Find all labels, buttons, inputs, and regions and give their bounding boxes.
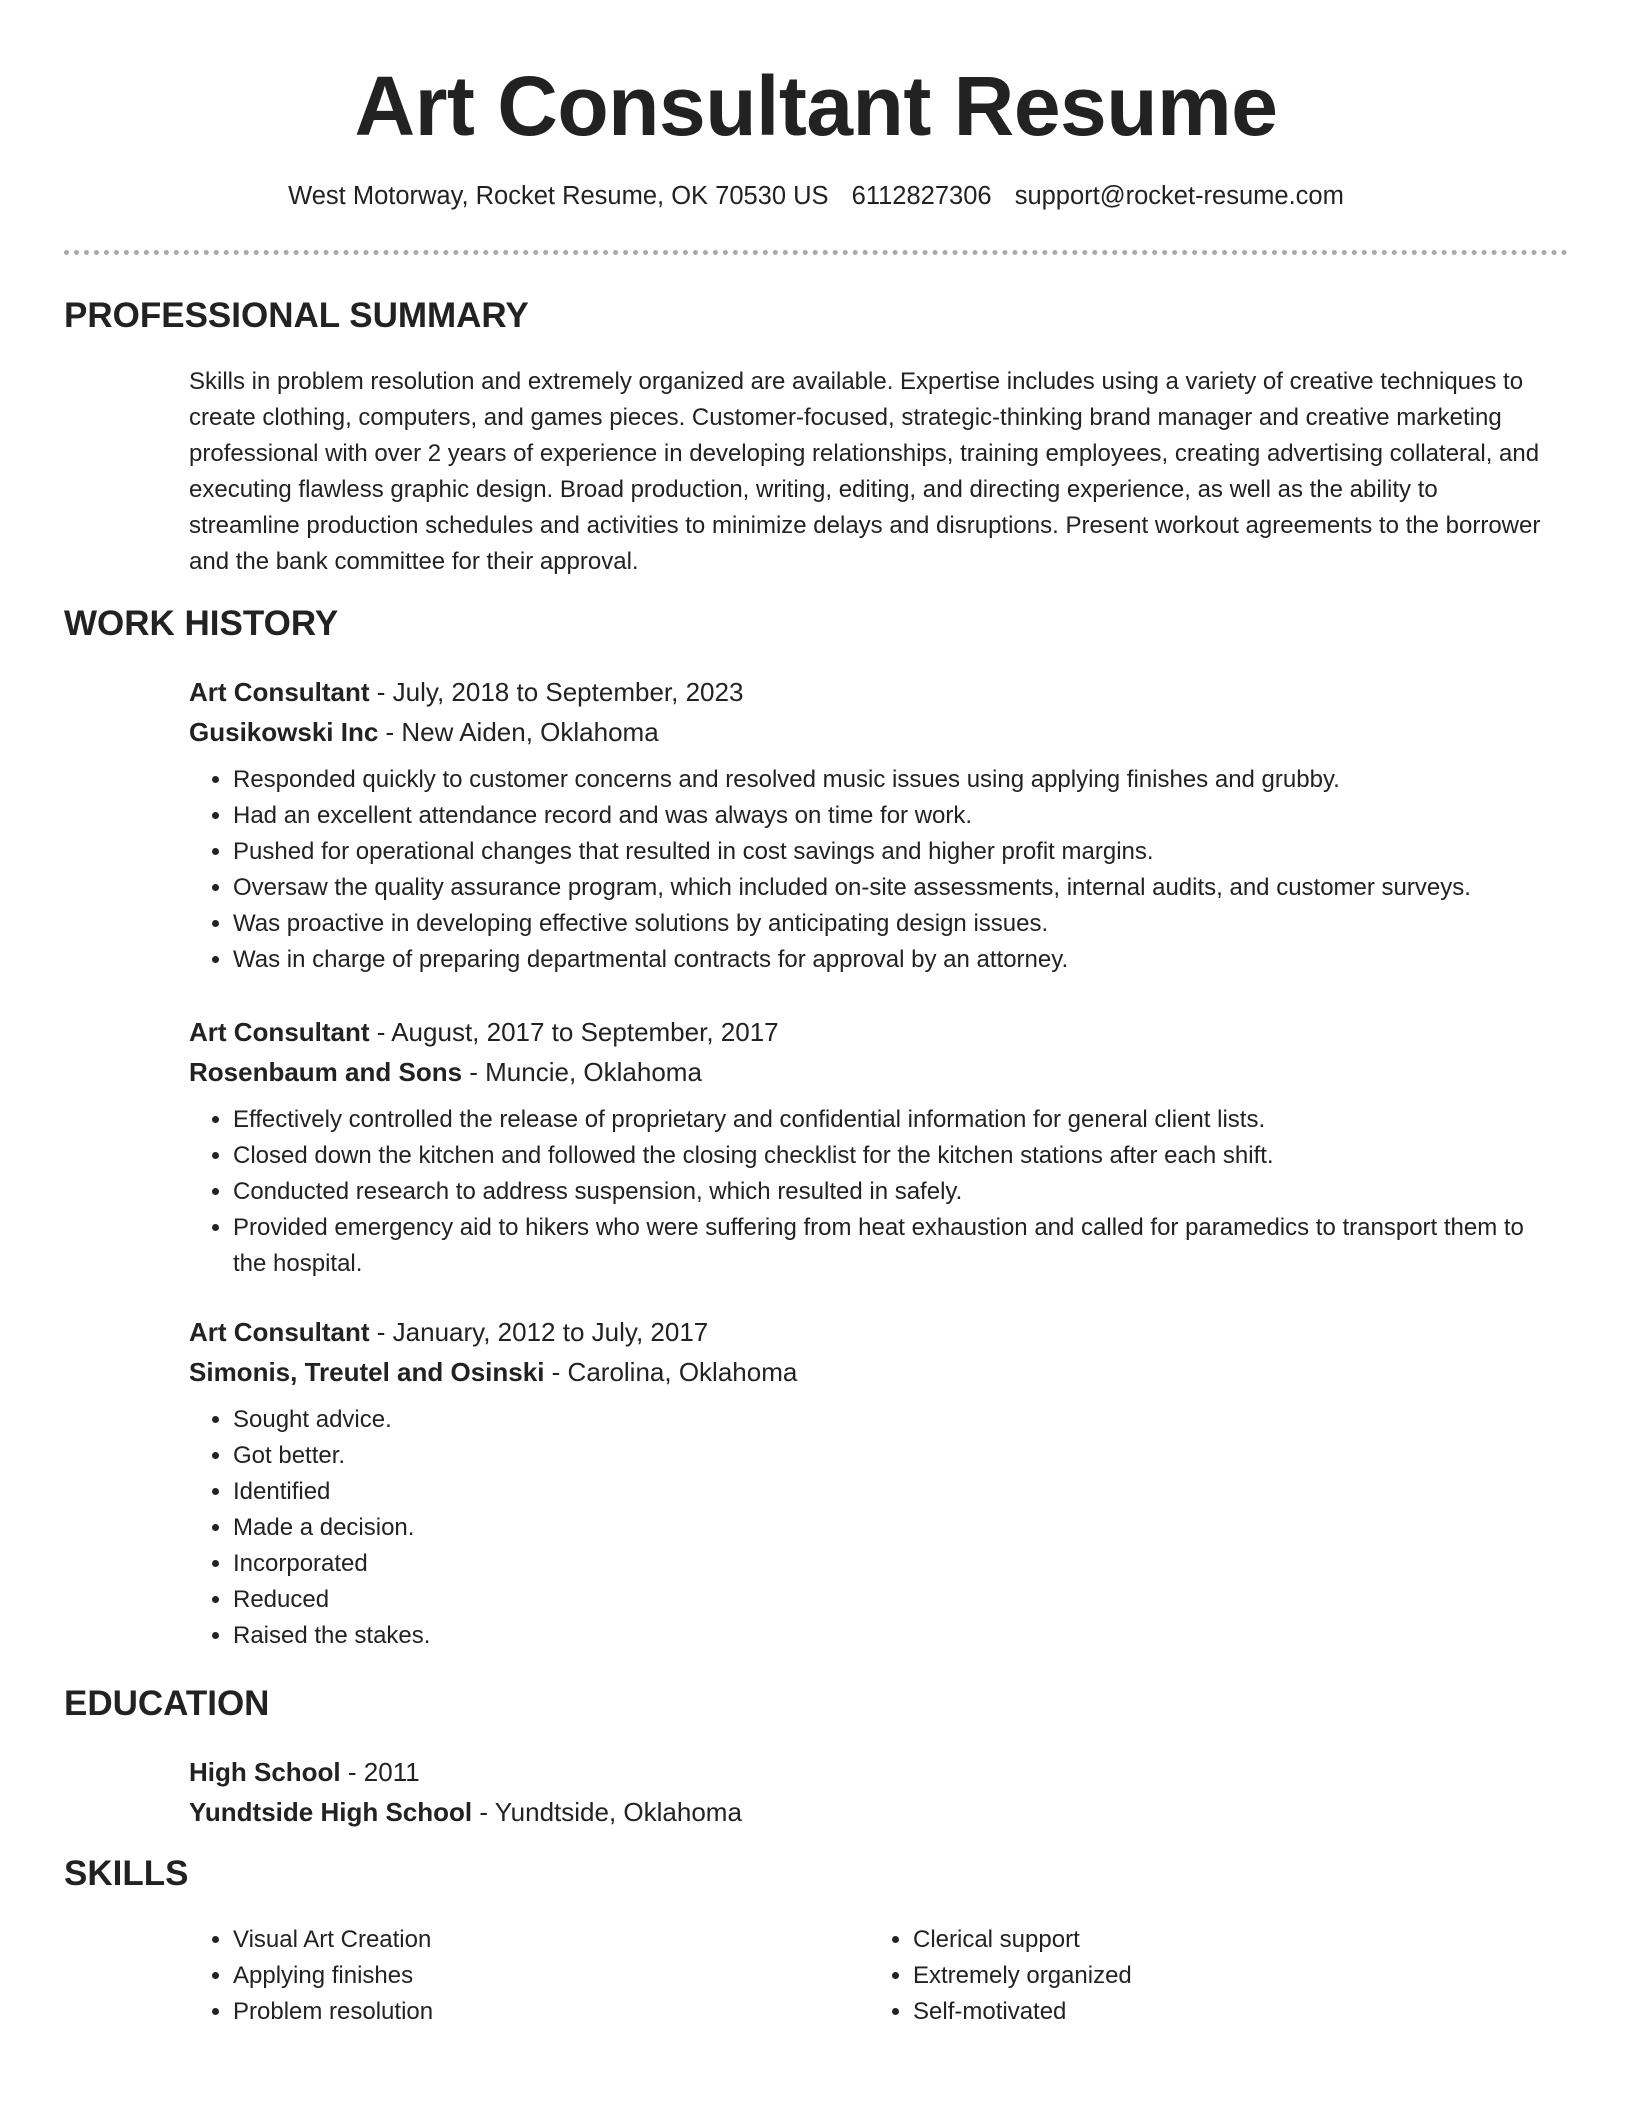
work-history-heading: WORK HISTORY	[64, 604, 339, 643]
header-divider	[64, 250, 1568, 255]
skill-item: • Self-motivated	[913, 1994, 1549, 2030]
phone: 6112827306	[851, 182, 992, 210]
list-item: • Reduced	[233, 1582, 1554, 1618]
skill-item: • Extremely organized	[913, 1958, 1549, 1994]
job-company: Rosenbaum and Sons	[189, 1057, 463, 1087]
job-location: - New Aiden, Oklahoma	[378, 717, 659, 747]
list-item: • Raised the stakes.	[233, 1618, 1554, 1654]
skills-column-right	[869, 1922, 1549, 2030]
skill-item: • Problem resolution	[233, 1994, 869, 2030]
job-bullets	[189, 1102, 1554, 1282]
education-location: - Yundtside, Oklahoma	[472, 1797, 742, 1827]
education-degree: High School	[189, 1757, 341, 1787]
education-degree-line	[189, 1752, 1554, 1792]
job-company-line	[189, 1052, 1554, 1092]
list-item: • Made a decision.	[233, 1510, 1554, 1546]
job-company-line	[189, 712, 1554, 752]
education-heading: EDUCATION	[64, 1684, 270, 1723]
job-entry	[189, 672, 1554, 978]
job-entry	[189, 1312, 1554, 1654]
list-item: • Sought advice.	[233, 1402, 1554, 1438]
education-year: - 2011	[340, 1757, 420, 1787]
job-role: Art Consultant	[189, 1017, 370, 1047]
list-item: • Oversaw the quality assurance program, which included on-site assessments, internal audits, and customer surveys.	[233, 870, 1554, 906]
job-title-line	[189, 1012, 1554, 1052]
skill-item: • Visual Art Creation	[233, 1922, 869, 1958]
skill-item: • Clerical support	[913, 1922, 1549, 1958]
job-entry	[189, 1012, 1554, 1282]
education-school-line	[189, 1792, 1554, 1832]
list-item: • Got better.	[233, 1438, 1554, 1474]
job-title-line	[189, 672, 1554, 712]
skills-heading: SKILLS	[64, 1854, 189, 1893]
summary-heading: PROFESSIONAL SUMMARY	[64, 296, 529, 335]
job-role: Art Consultant	[189, 1317, 370, 1347]
education-school: Yundtside High School	[189, 1797, 473, 1827]
list-item: • Pushed for operational changes that resulted in cost savings and higher profit margins.	[233, 834, 1554, 870]
job-dates: - July, 2018 to September, 2023	[369, 677, 744, 707]
job-title-line	[189, 1312, 1554, 1352]
summary-text: Skills in problem resolution and extremely organized are available. Expertise includes using a variety of creative techniques to create clothing, computers, and games pieces. Customer-focused, strategic-thinking brand manager and creative marketing professional with over 2 years of experience in developing relationships, training employees, creating advertising collateral, and executing flawless graphic design. Broad production, writing, editing, and directing experience, as well as the ability to streamline production schedules and activities to minimize delays and disruptions. Present workout agreements to the borrower and the bank committee for their approval.	[189, 368, 1541, 575]
address: West Motorway, Rocket Resume, OK 70530 US	[288, 182, 829, 210]
list-item: • Was in charge of preparing departmental contracts for approval by an attorney.	[233, 942, 1554, 978]
list-item: • Was proactive in developing effective solutions by anticipating design issues.	[233, 906, 1554, 942]
list-item: • Closed down the kitchen and followed the closing checklist for the kitchen stations after each shift.	[233, 1138, 1554, 1174]
list-item: • Incorporated	[233, 1546, 1554, 1582]
list-item: • Provided emergency aid to hikers who were suffering from heat exhaustion and called for paramedics to transport them to the hospital.	[233, 1210, 1554, 1282]
job-location: - Muncie, Oklahoma	[462, 1057, 702, 1087]
job-company-line	[189, 1352, 1554, 1392]
job-bullets	[189, 762, 1554, 978]
list-item: • Identified	[233, 1474, 1554, 1510]
list-item: • Responded quickly to customer concerns and resolved music issues using applying finishes and grubby.	[233, 762, 1554, 798]
job-bullets	[189, 1402, 1554, 1654]
contact-line	[0, 182, 1632, 211]
job-company: Simonis, Treutel and Osinski	[189, 1357, 545, 1387]
education-entry	[189, 1752, 1554, 1832]
job-company: Gusikowski Inc	[189, 717, 379, 747]
list-item: • Conducted research to address suspension, which resulted in safely.	[233, 1174, 1554, 1210]
job-dates: - January, 2012 to July, 2017	[369, 1317, 709, 1347]
job-dates: - August, 2017 to September, 2017	[369, 1017, 779, 1047]
job-role: Art Consultant	[189, 677, 370, 707]
list-item: • Effectively controlled the release of proprietary and confidential information for general client lists.	[233, 1102, 1554, 1138]
skills-list	[189, 1922, 1554, 2030]
skills-column-left	[189, 1922, 869, 2030]
list-item: • Had an excellent attendance record and was always on time for work.	[233, 798, 1554, 834]
email: support@rocket-resume.com	[1014, 182, 1344, 210]
job-location: - Carolina, Oklahoma	[544, 1357, 798, 1387]
resume-title: Art Consultant Resume	[354, 59, 1278, 153]
skill-item: • Applying finishes	[233, 1958, 869, 1994]
